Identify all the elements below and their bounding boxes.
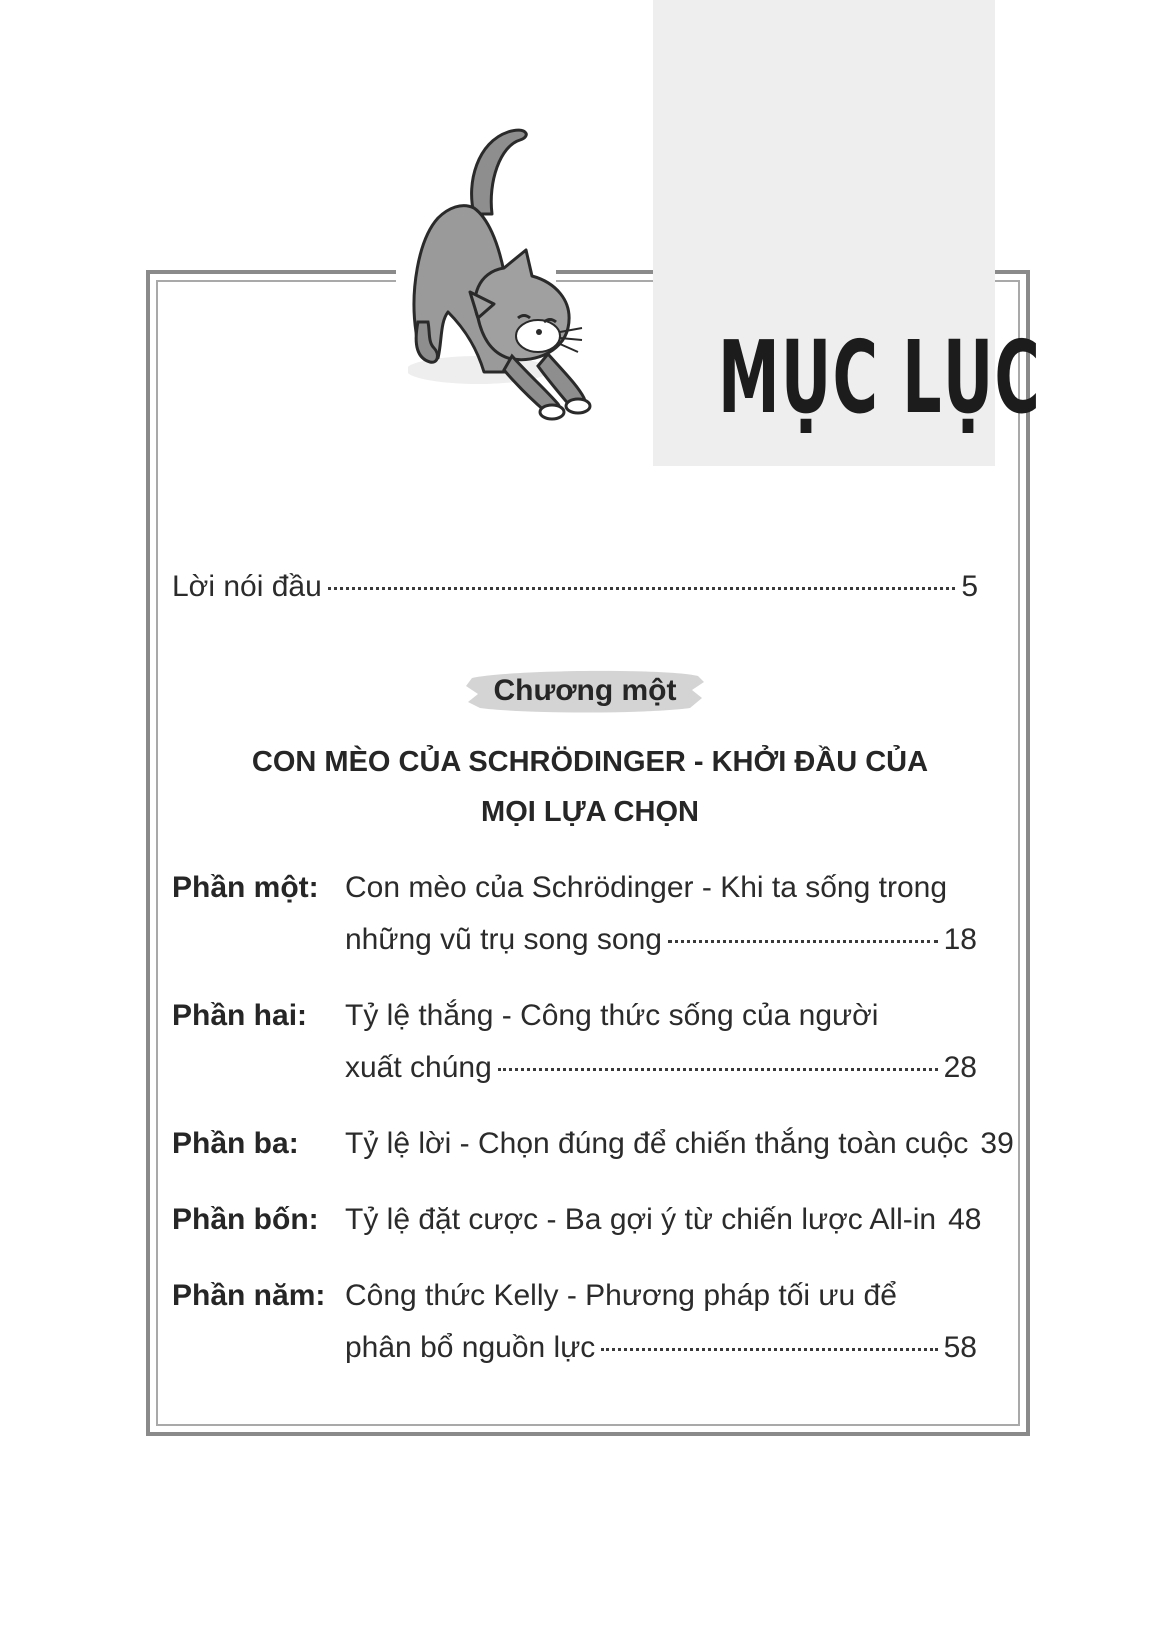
part-title-line2-row (345, 1048, 977, 1088)
part-title-line1: Tỷ lệ thắng - Công thức sống của người (345, 999, 879, 1032)
chapter-title-line2: MỌI LỰA CHỌN (481, 796, 699, 828)
part-label: Phần ba: (172, 1127, 299, 1160)
toc-page-number: 28 (943, 1051, 977, 1084)
part-title-row (345, 1124, 1014, 1164)
part-label: Phần hai: (172, 999, 308, 1032)
chapter-label: Chương một (493, 674, 677, 707)
toc-page-number: 48 (948, 1203, 982, 1236)
part-title-line2: phân bổ nguồn lực (345, 1331, 596, 1364)
part-title-line2: những vũ trụ song song (345, 923, 662, 956)
toc-entry-label: Lời nói đầu (172, 570, 322, 603)
part-label: Phần năm: (172, 1279, 326, 1312)
part-title: Tỷ lệ lời - Chọn đúng để chiến thắng toàn cuộc (345, 1127, 969, 1160)
dot-leader (601, 1348, 937, 1351)
part-label: Phần bốn: (172, 1203, 319, 1236)
part-title-line2: xuất chúng (345, 1051, 492, 1084)
dot-leader (668, 940, 938, 943)
toc-page-number: 58 (943, 1331, 977, 1364)
part-title: Tỷ lệ đặt cược - Ba gợi ý từ chiến lược All-in (345, 1203, 937, 1236)
part-title-line1: Con mèo của Schrödinger - Khi ta sống trong (345, 871, 948, 904)
toc-page-number: 39 (980, 1127, 1014, 1160)
toc-entry-preface[interactable] (172, 570, 978, 604)
part-title-row (345, 1200, 982, 1240)
dot-leader (498, 1068, 938, 1071)
toc-page-number: 5 (961, 570, 978, 603)
chapter-title-line1: CON MÈO CỦA SCHRÖDINGER - KHỞI ĐẦU CỦA (251, 746, 929, 778)
page-title: MỤC LỤC (717, 319, 1042, 436)
part-title-line1: Công thức Kelly - Phương pháp tối ưu để (345, 1279, 897, 1312)
stretching-cat-icon (408, 122, 628, 442)
toc-page-number: 18 (943, 923, 977, 956)
part-label: Phần một: (172, 871, 319, 904)
part-title-line2-row (345, 920, 977, 960)
part-title-line2-row (345, 1328, 977, 1368)
dot-leader (328, 587, 956, 590)
